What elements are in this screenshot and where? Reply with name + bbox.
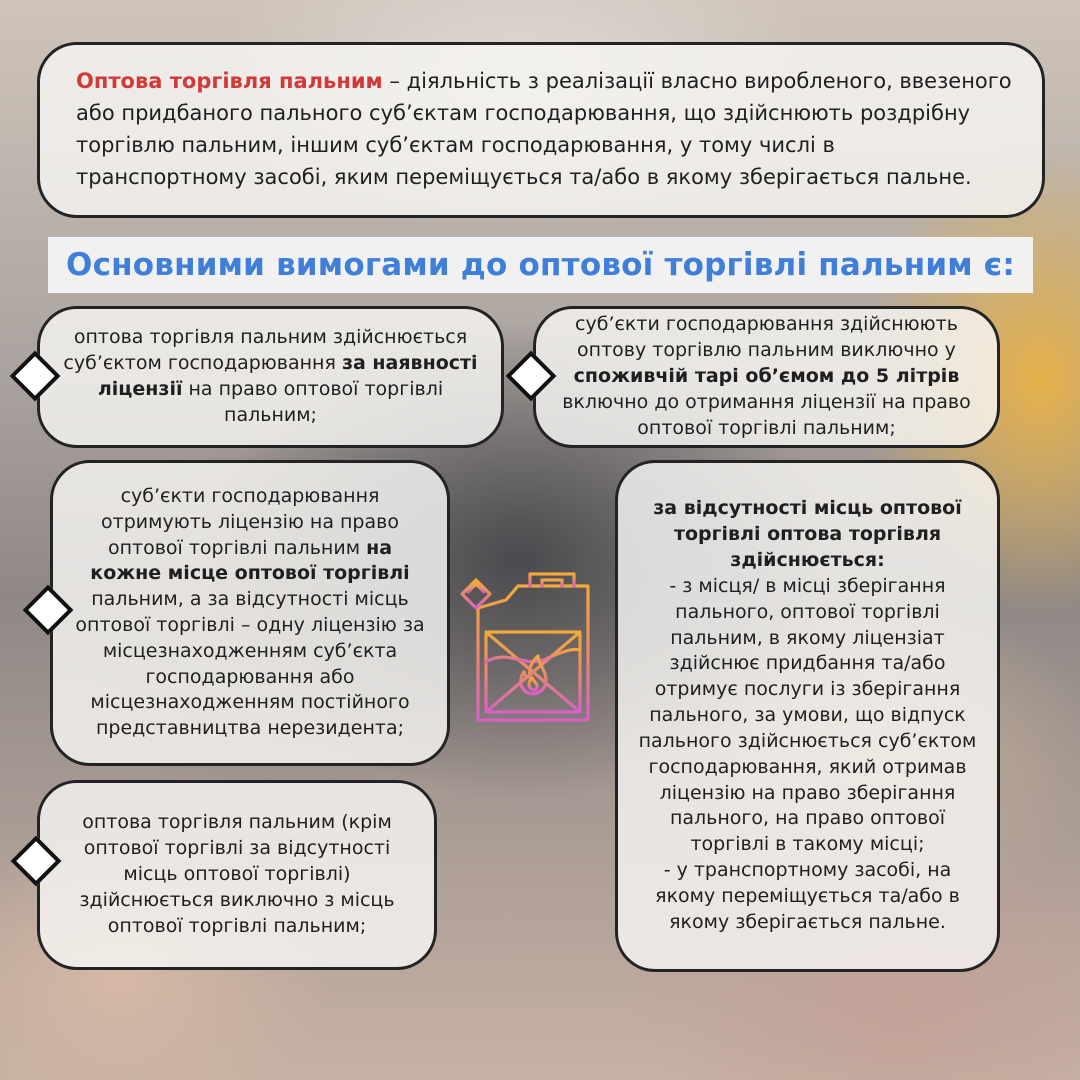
requirement-highlight: за наявності ліцензії — [97, 352, 478, 400]
requirement-no-places-box — [615, 460, 1000, 972]
requirement-license-box — [37, 306, 504, 448]
requirement-text: оптова торгівля пальним (крім оптової торгівлі за відсутності місць оптової торгівлі) здійснюється виключно з місць оптової торгівлі пальним; — [79, 811, 395, 937]
requirement-container-box — [533, 306, 1000, 448]
fuel-canister-icon — [458, 566, 594, 730]
requirement-text: суб’єкти господарювання здійснюють оптову торгівлю пальним виключно у — [575, 313, 958, 362]
requirement-list-item: - з місця/ в місці зберігання пального, оптової торгівлі пальним, в якому ліцензіат здійснює придбання та/або отримує послуги із зберігання пального, за умови, що відпуск пального здійснюється суб’єктом господарювання, який отримав ліцензію на право зберігання пального, на право оптової торгівлі в такому місці; — [638, 574, 977, 856]
requirement-highlight: на кожне місце оптової торгівлі — [90, 536, 410, 585]
requirement-list-item: - у транспортному засобі, на якому переміщується та/або в якому зберігається пальне. — [655, 859, 960, 933]
requirement-text: оптова торгівля пальним здійснюється суб’єктом господарювання — [63, 326, 468, 375]
page-heading: Основними вимогами до оптової торгівлі пальним є: — [48, 237, 1033, 293]
requirement-text: включно до отримання ліцензії на право оптової торгівлі пальним; — [562, 390, 971, 439]
requirement-highlight: за відсутності місць оптової торгівлі оптова торгівля здійснюється: — [653, 497, 962, 572]
definition-box — [37, 42, 1045, 218]
definition-text — [76, 66, 1012, 194]
requirement-text: пальним, а за відсутності місць оптової торгівлі – одну ліцензію за місцезнаходженням суб’єкта господарювання або місцезнаходженням постійного представництва нерезидента; — [75, 588, 425, 740]
requirement-places-only-box — [37, 780, 437, 970]
definition-term: Оптова торгівля пальним — [76, 69, 383, 94]
definition-body: – діяльність з реалізації власно виробленого, ввезеного або придбаного пального суб’єктам господарювання, що здійснюють роздрібну торгівлю пальним, іншим суб’єктам господарювання, у тому числі в транспортному засобі, яким переміщується та/або в якому зберігається пальне. — [76, 69, 1012, 189]
requirement-text: на право оптової торгівлі пальним; — [182, 378, 444, 426]
requirement-highlight: споживчій тарі об’ємом до 5 літрів — [573, 365, 960, 388]
requirement-text: суб’єкти господарювання отримують ліцензію на право оптової торгівлі пальним — [101, 484, 399, 559]
requirement-per-place-box — [50, 460, 450, 766]
